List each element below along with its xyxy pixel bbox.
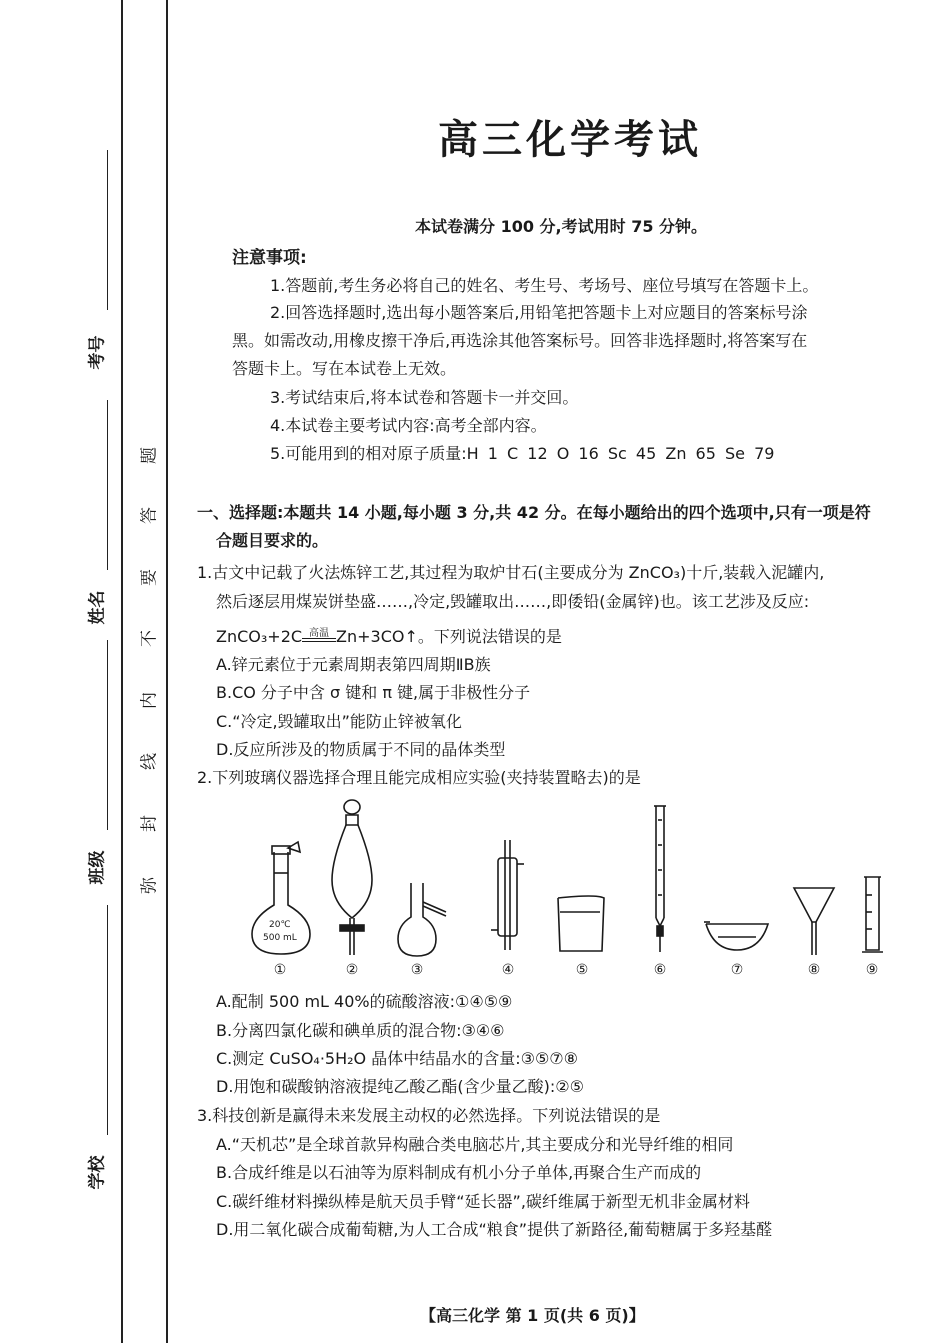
- eq-right: Zn+3CO↑: [336, 627, 418, 646]
- flask-temp-label: 20℃: [269, 920, 291, 930]
- beaker-icon: [558, 896, 604, 951]
- question-prompt: 。下列说法错误的是: [417, 627, 562, 646]
- notice-item: 5.可能用到的相对原子质量:H 1 C 12 O 16 Sc 45 Zn 65 Se 79: [270, 444, 775, 463]
- separatory-funnel-icon: [332, 800, 372, 955]
- apparatus-label: ⑧: [807, 962, 821, 978]
- question-stem: 1.古文中记载了火法炼锌工艺,其过程为取炉甘石(主要成分为 ZnCO₃)十斤,装载入泥罐内,: [197, 563, 825, 582]
- margin-line-left: [121, 0, 123, 1343]
- seal-char: 封: [139, 815, 160, 832]
- page-footer: 【高三化学 第 1 页(共 6 页)】: [420, 1306, 645, 1325]
- question-stem: 3.科技创新是赢得未来发展主动权的必然选择。下列说法错误的是: [197, 1106, 661, 1125]
- apparatus-label: ③: [410, 962, 424, 978]
- option-b: B.合成纤维是以石油等为原料制成有机小分子单体,再聚合生产而成的: [216, 1163, 702, 1182]
- apparatus-label: ②: [345, 962, 359, 978]
- notice-item: 2.回答选择题时,选出每小题答案后,用铅笔把答题卡上对应题目的答案标号涂: [270, 303, 808, 322]
- notice-item: 3.考试结束后,将本试卷和答题卡一并交回。: [270, 388, 579, 407]
- class-line: [107, 640, 108, 830]
- option-c: C.测定 CuSO₄·5H₂O 晶体中结晶水的含量:③⑤⑦⑧: [216, 1049, 578, 1068]
- option-a: A.“天机芯”是全球首款异构融合类电脑芯片,其主要成分和光导纤维的相同: [216, 1135, 734, 1154]
- funnel-icon: [794, 888, 834, 955]
- option-d: D.用二氧化碳合成葡萄糖,为人工合成“粮食”提供了新路径,葡萄糖属于多羟基醛: [216, 1220, 773, 1239]
- reaction-equation: [216, 624, 562, 647]
- name-label: 姓名: [87, 590, 108, 625]
- option-d: D.反应所涉及的物质属于不同的晶体类型: [216, 740, 506, 759]
- seal-char: 不: [139, 630, 160, 647]
- seal-char: 要: [139, 569, 160, 586]
- distillation-flask-icon: [398, 883, 446, 956]
- option-c: C.碳纤维材料操纵棒是航天员手臂“延长器”,碳纤维属于新型无机非金属材料: [216, 1192, 750, 1211]
- seal-char: 弥: [139, 877, 160, 894]
- option-b: B.CO 分子中含 σ 键和 π 键,属于非极性分子: [216, 683, 531, 702]
- apparatus-label: ⑦: [730, 962, 744, 978]
- notice-item: 4.本试卷主要考试内容:高考全部内容。: [270, 416, 547, 435]
- option-a: A.锌元素位于元素周期表第四周期ⅡB族: [216, 655, 491, 674]
- apparatus-label: ①: [273, 962, 287, 978]
- apparatus-label: ④: [501, 962, 515, 978]
- page-title: 高三化学考试: [438, 117, 702, 163]
- eq-left: ZnCO₃+2C: [216, 627, 303, 646]
- seal-char: 答: [139, 507, 160, 524]
- burette-icon: [654, 806, 666, 952]
- notice-item: 黑。如需改动,用橡皮擦干净后,再选涂其他答案标号。回答非选择题时,将答案写在: [232, 331, 808, 350]
- notice-item: 1.答题前,考生务必将自己的姓名、考生号、考场号、座位号填写在答题卡上。: [270, 276, 819, 295]
- apparatus-label: ⑨: [865, 962, 879, 978]
- margin-line-right: [166, 0, 168, 1343]
- question-stem: 然后逐层用煤炭饼垫盛……,冷定,毁罐取出……,即倭铅(金属锌)也。该工艺涉及反应:: [216, 592, 810, 611]
- option-b: B.分离四氯化碳和碘单质的混合物:③④⑥: [216, 1021, 505, 1040]
- seal-char: 内: [139, 692, 160, 709]
- eq-condition: 高温: [309, 628, 330, 639]
- seal-char: 线: [139, 753, 160, 770]
- exam-no-label: 考号: [87, 335, 108, 370]
- evaporating-dish-icon: [704, 922, 768, 950]
- graduated-cylinder-icon: [862, 877, 883, 952]
- name-line: [107, 400, 108, 570]
- option-a: A.配制 500 mL 40%的硫酸溶液:①④⑤⑨: [216, 992, 513, 1011]
- school-label: 学校: [87, 1155, 108, 1190]
- notice-heading: 注意事项:: [232, 248, 307, 268]
- exam-no-line: [107, 150, 108, 310]
- section-heading: 合题目要求的。: [216, 531, 329, 550]
- option-d: D.用饱和碳酸钠溶液提纯乙酸乙酯(含少量乙酸):②⑤: [216, 1077, 584, 1096]
- apparatus-label: ⑥: [653, 962, 667, 978]
- question-stem: 2.下列玻璃仪器选择合理且能完成相应实验(夹持装置略去)的是: [197, 768, 641, 787]
- section-heading: 一、选择题:本题共 14 小题,每小题 3 分,共 42 分。在每小题给出的四个选项中,只有一项是符: [197, 503, 871, 522]
- seal-char: 题: [139, 447, 160, 464]
- notice-item: 答题卡上。写在本试卷上无效。: [232, 359, 457, 378]
- flask-volume-label: 500 mL: [263, 933, 297, 943]
- apparatus-label: ⑤: [575, 962, 589, 978]
- option-c: C.“冷定,毁罐取出”能防止锌被氧化: [216, 712, 462, 731]
- condenser-icon: [491, 840, 524, 950]
- school-line: [107, 905, 108, 1135]
- eq-arrow: [302, 628, 336, 642]
- exam-info: 本试卷满分 100 分,考试用时 75 分钟。: [415, 217, 708, 236]
- class-label: 班级: [87, 850, 108, 885]
